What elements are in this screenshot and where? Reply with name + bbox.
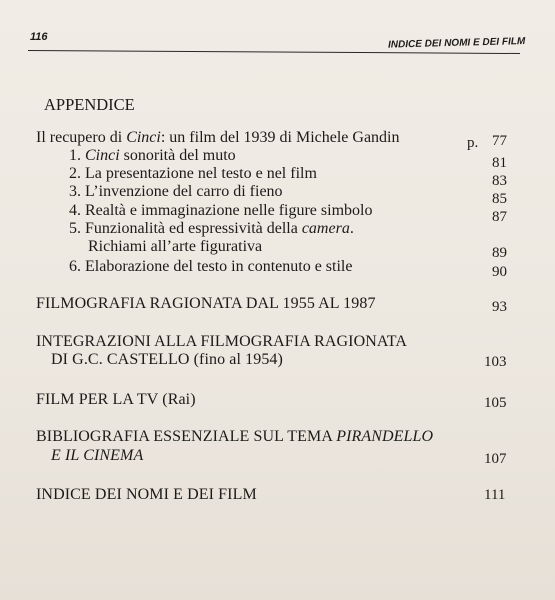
toc-entry-4: 4. Realtà e immaginazione nelle figure simbolo — [69, 202, 373, 219]
toc-section-indice: INDICE DEI NOMI E DEI FILM — [36, 486, 257, 503]
toc-page-3: 85 — [492, 191, 507, 207]
appendix-heading: APPENDICE — [44, 95, 135, 114]
toc-entry-3: 3. L’invenzione del carro di fieno — [69, 183, 283, 200]
toc-section-bibliografia-line2: E IL CINEMA — [51, 447, 144, 464]
toc-page-2: 83 — [492, 173, 507, 189]
toc-section-integrazioni: INTEGRAZIONI ALLA FILMOGRAFIA RAGIONATA — [36, 333, 408, 350]
toc-section-integrazioni-line2: DI G.C. CASTELLO (fino al 1954) — [51, 351, 283, 368]
page-prefix: p. — [467, 135, 479, 151]
toc-entry-1: 1. Cinci sonorità del muto — [69, 147, 236, 164]
toc-entry-6: 6. Elaborazione del testo in contenuto e stile — [69, 258, 353, 275]
running-header: INDICE DEI NOMI E DEI FILM — [387, 36, 526, 51]
toc-entry-2: 2. La presentazione nel testo e nel film — [69, 165, 317, 182]
toc-section-film-tv: FILM PER LA TV (Rai) — [36, 391, 196, 408]
toc-page-indice: 111 — [484, 487, 506, 503]
page-number: 116 — [30, 31, 48, 43]
toc-entry-main: Il recupero di Cinci: un film del 1939 di Michele Gandin — [36, 129, 400, 146]
toc-page-bibliografia: 107 — [484, 451, 507, 467]
toc-page-film-tv: 105 — [484, 395, 507, 411]
toc-page-filmografia: 93 — [492, 299, 507, 315]
toc-section-filmografia: FILMOGRAFIA RAGIONATA DAL 1955 AL 1987 — [36, 295, 376, 312]
toc-section-bibliografia: BIBLIOGRAFIA ESSENZIALE SUL TEMA PIRANDELLO — [36, 428, 434, 445]
toc-page-1: 81 — [492, 155, 507, 171]
toc-entry-5-line2: Richiami all’arte figurativa — [88, 238, 263, 255]
toc-page-4: 87 — [492, 209, 507, 225]
toc-page-5: 89 — [492, 245, 507, 261]
toc-page-integrazioni: 103 — [484, 354, 507, 370]
toc-page-main: 77 — [492, 133, 507, 149]
header-rule — [28, 50, 520, 54]
toc-page-6: 90 — [492, 264, 507, 280]
toc-entry-5: 5. Funzionalità ed espressività della camera. — [69, 220, 354, 237]
